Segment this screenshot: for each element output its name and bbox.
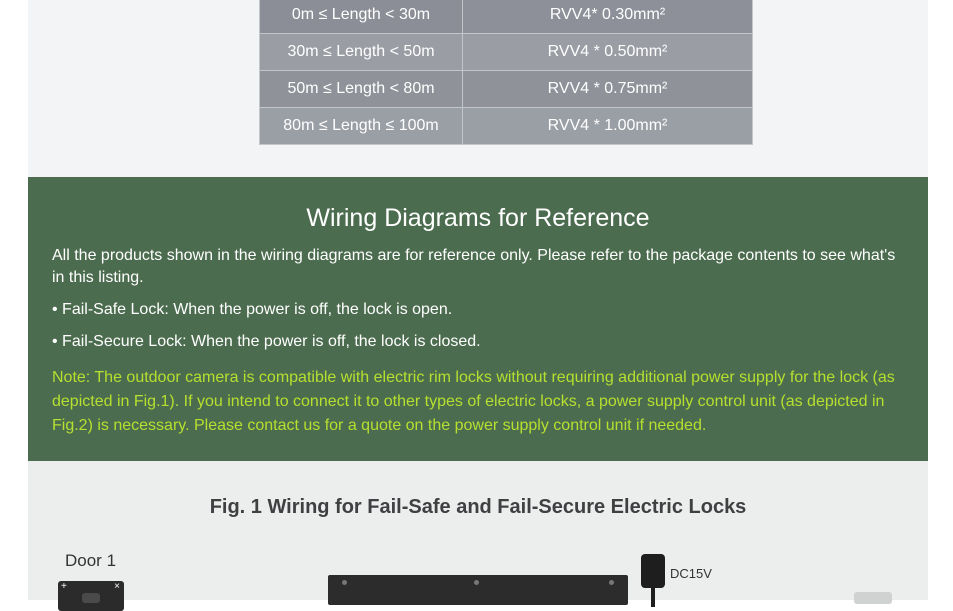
table-row (260, 0, 753, 34)
section-title: Wiring Diagrams for Reference (306, 204, 650, 232)
figure-section (28, 461, 928, 600)
plus-icon: + (61, 581, 67, 592)
fail-secure-text: • Fail-Secure Lock: When the power is off, the lock is closed. (52, 333, 481, 350)
intro-text: All the products shown in the wiring diagrams are for reference only. Please refer to the package contents to see what's in this listing. (52, 247, 896, 286)
cable-spec-section (28, 0, 928, 177)
wiring-info-section (28, 177, 928, 461)
camera-lens-icon (82, 593, 100, 603)
cable-cell: RVV4 * 0.75mm² (463, 71, 753, 108)
door-label: Door 1 (65, 551, 117, 570)
cable-cell: RVV4 * 0.50mm² (463, 34, 753, 71)
table-row (260, 34, 753, 71)
cable-spec-table (259, 0, 753, 145)
screw-icon (342, 580, 347, 585)
power-cable (651, 587, 655, 607)
indoor-monitor-image (854, 592, 892, 604)
power-adapter-image (641, 554, 665, 588)
door-station-image (58, 581, 124, 611)
note-text: Note: The outdoor camera is compatible with electric rim locks without requiring additional power supply for the lock (as depicted in Fig.1). If you intend to connect it to other types of electric locks, a power supply control unit (as depicted in Fig.2) is necessary. Please contact us for a quote on the power supply control unit if needed. (52, 369, 895, 434)
cable-cell: RVV4 * 1.00mm² (463, 108, 753, 145)
screw-icon (609, 580, 614, 585)
table-row (260, 108, 753, 145)
table-row (260, 71, 753, 108)
figure-title: Fig. 1 Wiring for Fail-Safe and Fail-Secure Electric Locks (209, 496, 747, 518)
length-cell: 50m ≤ Length < 80m (260, 71, 463, 108)
controller-box-image (328, 575, 628, 605)
length-cell: 80m ≤ Length ≤ 100m (260, 108, 463, 145)
length-cell: 30m ≤ Length < 50m (260, 34, 463, 71)
length-cell: 0m ≤ Length < 30m (260, 0, 463, 34)
power-label: DC15V (670, 566, 712, 581)
cross-icon: × (114, 581, 120, 592)
fail-safe-text: • Fail-Safe Lock: When the power is off, the lock is open. (52, 301, 453, 318)
cable-cell: RVV4* 0.30mm² (463, 0, 753, 34)
screw-icon (474, 580, 479, 585)
